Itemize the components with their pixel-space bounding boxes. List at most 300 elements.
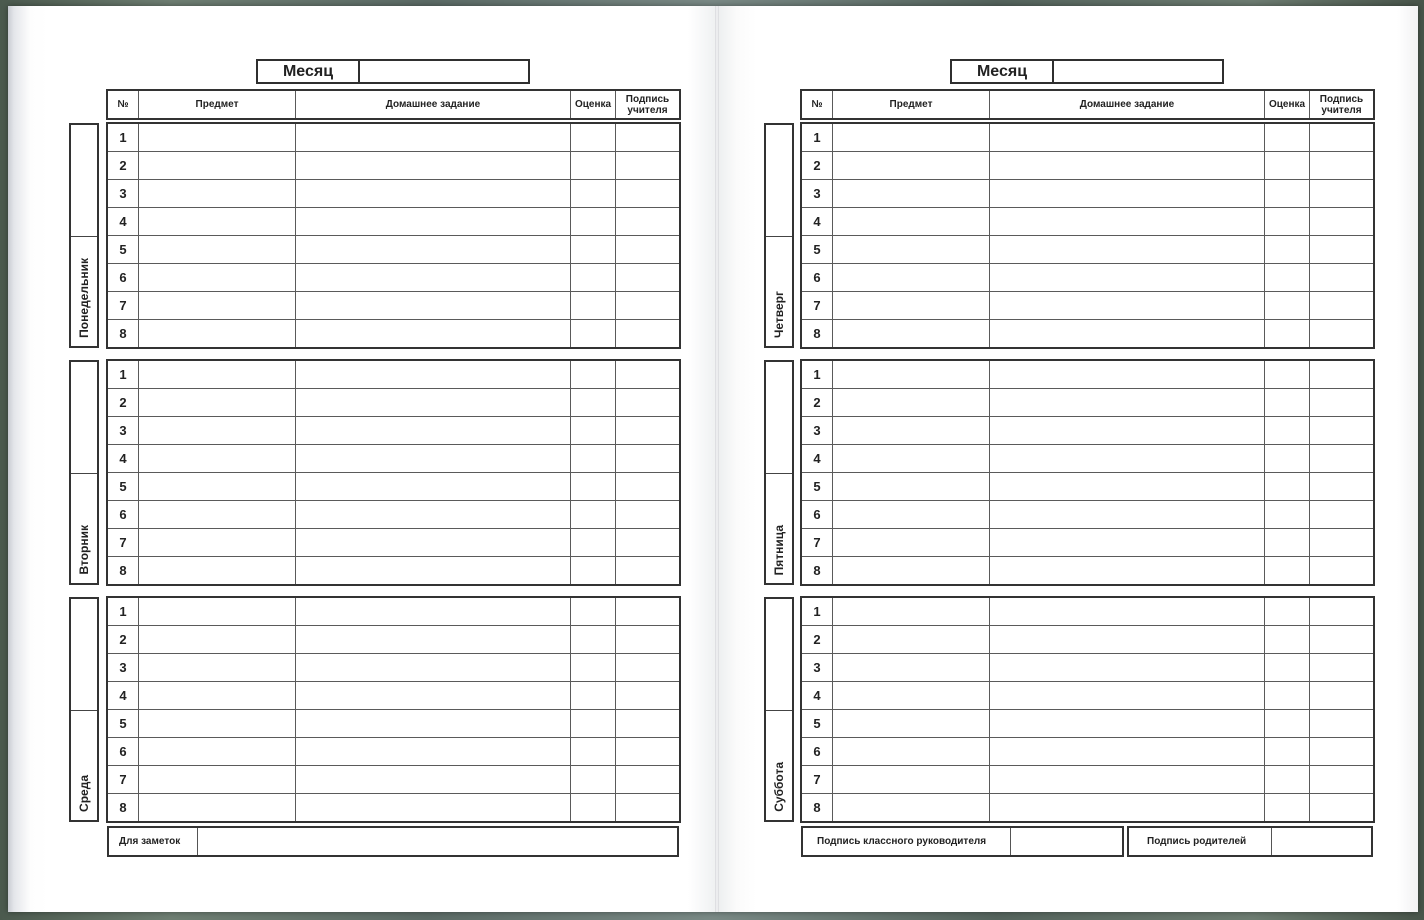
lesson-row — [802, 766, 1374, 794]
lesson-row — [802, 626, 1374, 654]
subject-cell[interactable] — [833, 473, 990, 501]
teacher-sign-cell[interactable] — [1310, 738, 1374, 766]
grade-cell[interactable] — [1265, 264, 1310, 292]
lesson-number: 1 — [802, 361, 833, 389]
lesson-number: 6 — [108, 264, 139, 292]
lesson-row — [108, 124, 680, 152]
subject-cell[interactable] — [833, 389, 990, 417]
col-homework: Домашнее задание — [296, 91, 571, 119]
homework-cell[interactable] — [990, 794, 1265, 822]
grade-cell[interactable] — [571, 710, 616, 738]
lesson-row — [802, 682, 1374, 710]
teacher-sign-cell[interactable] — [1310, 417, 1374, 445]
subject-cell[interactable] — [833, 180, 990, 208]
day-label-box — [69, 597, 99, 822]
grade-cell[interactable] — [1265, 180, 1310, 208]
grade-cell[interactable] — [571, 417, 616, 445]
lesson-number: 4 — [108, 682, 139, 710]
lesson-row — [802, 292, 1374, 320]
grade-cell[interactable] — [1265, 208, 1310, 236]
grade-cell[interactable] — [1265, 710, 1310, 738]
subject-cell[interactable] — [833, 501, 990, 529]
lesson-number: 8 — [802, 794, 833, 822]
homework-cell[interactable] — [990, 557, 1265, 585]
homework-cell[interactable] — [296, 738, 571, 766]
teacher-sign-cell[interactable] — [1310, 794, 1374, 822]
homework-cell[interactable] — [296, 208, 571, 236]
teacher-sign-cell[interactable] — [616, 236, 680, 264]
teacher-sign-cell[interactable] — [1310, 501, 1374, 529]
grade-cell[interactable] — [571, 501, 616, 529]
lesson-row — [802, 320, 1374, 348]
subject-cell[interactable] — [139, 417, 296, 445]
grade-cell[interactable] — [1265, 389, 1310, 417]
teacher-sign-cell[interactable] — [1310, 529, 1374, 557]
teacher-sign-cell[interactable] — [1310, 766, 1374, 794]
homework-cell[interactable] — [990, 152, 1265, 180]
homework-cell[interactable] — [990, 445, 1265, 473]
homework-cell[interactable] — [990, 264, 1265, 292]
homework-cell[interactable] — [990, 501, 1265, 529]
lesson-row — [108, 208, 680, 236]
homework-cell[interactable] — [990, 417, 1265, 445]
grade-cell[interactable] — [1265, 292, 1310, 320]
subject-cell[interactable] — [833, 738, 990, 766]
subject-cell[interactable] — [139, 180, 296, 208]
grade-cell[interactable] — [1265, 557, 1310, 585]
grade-cell[interactable] — [571, 598, 616, 626]
homework-cell[interactable] — [296, 180, 571, 208]
grade-cell[interactable] — [571, 361, 616, 389]
homework-cell[interactable] — [990, 682, 1265, 710]
lesson-row — [802, 501, 1374, 529]
homework-cell[interactable] — [296, 361, 571, 389]
grade-cell[interactable] — [1265, 320, 1310, 348]
grade-cell[interactable] — [1265, 417, 1310, 445]
homework-cell[interactable] — [990, 598, 1265, 626]
month-label: Месяц — [258, 61, 360, 82]
homework-cell[interactable] — [990, 124, 1265, 152]
lesson-row — [802, 180, 1374, 208]
homework-cell[interactable] — [296, 236, 571, 264]
lesson-number: 7 — [108, 529, 139, 557]
teacher-sign-cell[interactable] — [1310, 264, 1374, 292]
grade-cell[interactable] — [571, 264, 616, 292]
teacher-sign-cell[interactable] — [616, 180, 680, 208]
grade-cell[interactable] — [1265, 124, 1310, 152]
lesson-number: 1 — [108, 361, 139, 389]
column-header-left — [107, 90, 680, 119]
teacher-sign-cell[interactable] — [1310, 152, 1374, 180]
lesson-number: 4 — [108, 445, 139, 473]
lesson-row — [108, 766, 680, 794]
lesson-table — [801, 360, 1374, 585]
month-field-right — [950, 59, 1224, 84]
grade-cell[interactable] — [571, 654, 616, 682]
lesson-row — [802, 473, 1374, 501]
grade-cell[interactable] — [571, 766, 616, 794]
homework-cell[interactable] — [296, 292, 571, 320]
lesson-table — [107, 597, 680, 822]
subject-cell[interactable] — [139, 710, 296, 738]
grade-cell[interactable] — [1265, 473, 1310, 501]
homework-cell[interactable] — [296, 557, 571, 585]
grade-cell[interactable] — [1265, 794, 1310, 822]
col-subject: Предмет — [833, 91, 990, 119]
subject-cell[interactable] — [139, 236, 296, 264]
lesson-row — [802, 208, 1374, 236]
lesson-number: 8 — [108, 320, 139, 348]
subject-cell[interactable] — [139, 361, 296, 389]
subject-cell[interactable] — [139, 794, 296, 822]
lesson-row — [802, 557, 1374, 585]
grade-cell[interactable] — [571, 292, 616, 320]
teacher-sign-cell[interactable] — [616, 389, 680, 417]
grade-cell[interactable] — [1265, 236, 1310, 264]
lesson-number: 6 — [108, 738, 139, 766]
homework-cell[interactable] — [296, 152, 571, 180]
subject-cell[interactable] — [139, 738, 296, 766]
homework-cell[interactable] — [296, 473, 571, 501]
day-label-box — [69, 123, 99, 348]
day-name: Среда — [77, 775, 91, 812]
subject-cell[interactable] — [833, 794, 990, 822]
homework-cell[interactable] — [990, 766, 1265, 794]
subject-cell[interactable] — [833, 236, 990, 264]
grade-cell[interactable] — [571, 557, 616, 585]
homework-cell[interactable] — [990, 626, 1265, 654]
teacher-sign-cell[interactable] — [1310, 292, 1374, 320]
lesson-row — [802, 738, 1374, 766]
subject-cell[interactable] — [139, 529, 296, 557]
subject-cell[interactable] — [833, 598, 990, 626]
lesson-number: 6 — [802, 501, 833, 529]
homework-cell[interactable] — [296, 598, 571, 626]
subject-cell[interactable] — [833, 417, 990, 445]
lesson-row — [802, 529, 1374, 557]
homework-cell[interactable] — [990, 292, 1265, 320]
homework-cell[interactable] — [296, 417, 571, 445]
grade-cell[interactable] — [1265, 152, 1310, 180]
parents-sign-row — [1127, 826, 1373, 857]
grade-cell[interactable] — [1265, 361, 1310, 389]
teacher-sign-cell[interactable] — [616, 292, 680, 320]
grade-cell[interactable] — [571, 389, 616, 417]
day-box-divider — [766, 710, 792, 711]
lesson-number: 2 — [108, 626, 139, 654]
homework-cell[interactable] — [296, 389, 571, 417]
homework-cell[interactable] — [296, 501, 571, 529]
teacher-sign-cell[interactable] — [616, 264, 680, 292]
lesson-number: 5 — [108, 236, 139, 264]
lesson-row — [108, 236, 680, 264]
lesson-number: 7 — [108, 766, 139, 794]
subject-cell[interactable] — [833, 264, 990, 292]
lesson-number: 5 — [802, 473, 833, 501]
homework-cell[interactable] — [990, 180, 1265, 208]
teacher-sign-cell[interactable] — [616, 626, 680, 654]
subject-cell[interactable] — [139, 598, 296, 626]
homework-cell[interactable] — [990, 529, 1265, 557]
grade-cell[interactable] — [571, 152, 616, 180]
teacher-sign-cell[interactable] — [616, 529, 680, 557]
day-box-divider — [71, 473, 97, 474]
teacher-sign-cell[interactable] — [616, 654, 680, 682]
lesson-row — [108, 320, 680, 348]
month-value-field[interactable] — [360, 61, 528, 82]
lesson-row — [108, 654, 680, 682]
lesson-number: 2 — [802, 152, 833, 180]
lesson-row — [108, 389, 680, 417]
subject-cell[interactable] — [833, 445, 990, 473]
lesson-row — [108, 598, 680, 626]
lesson-row — [802, 389, 1374, 417]
teacher-sign-cell[interactable] — [1310, 626, 1374, 654]
teacher-sign-cell[interactable] — [1310, 236, 1374, 264]
lesson-number: 8 — [802, 320, 833, 348]
subject-cell[interactable] — [833, 152, 990, 180]
month-value-field[interactable] — [1054, 61, 1222, 82]
teacher-sign-cell[interactable] — [1310, 208, 1374, 236]
lesson-number: 1 — [108, 124, 139, 152]
month-label: Месяц — [952, 61, 1054, 82]
lesson-number: 6 — [108, 501, 139, 529]
lesson-row — [802, 152, 1374, 180]
grade-cell[interactable] — [571, 626, 616, 654]
teacher-sign-cell[interactable] — [616, 794, 680, 822]
col-grade: Оценка — [1265, 91, 1310, 119]
lesson-row — [108, 152, 680, 180]
subject-cell[interactable] — [139, 682, 296, 710]
homework-cell[interactable] — [990, 473, 1265, 501]
lesson-number: 2 — [802, 389, 833, 417]
teacher-sign-cell[interactable] — [1310, 598, 1374, 626]
teacher-sign-cell[interactable] — [616, 417, 680, 445]
homework-cell[interactable] — [990, 236, 1265, 264]
lesson-number: 2 — [802, 626, 833, 654]
homework-cell[interactable] — [990, 710, 1265, 738]
lesson-row — [802, 236, 1374, 264]
subject-cell[interactable] — [139, 654, 296, 682]
subject-cell[interactable] — [833, 654, 990, 682]
lesson-number: 5 — [802, 710, 833, 738]
lesson-number: 4 — [802, 445, 833, 473]
grade-cell[interactable] — [571, 682, 616, 710]
lesson-number: 4 — [108, 208, 139, 236]
teacher-sign-cell[interactable] — [1310, 682, 1374, 710]
homework-cell[interactable] — [296, 654, 571, 682]
grade-cell[interactable] — [1265, 445, 1310, 473]
class-teacher-sign-label: Подпись классного руководителя — [803, 828, 1011, 855]
teacher-sign-cell[interactable] — [616, 208, 680, 236]
lesson-row — [108, 682, 680, 710]
subject-cell[interactable] — [139, 557, 296, 585]
lesson-number: 2 — [108, 389, 139, 417]
homework-cell[interactable] — [296, 320, 571, 348]
teacher-sign-cell[interactable] — [616, 361, 680, 389]
teacher-sign-cell[interactable] — [1310, 710, 1374, 738]
teacher-sign-cell[interactable] — [616, 557, 680, 585]
teacher-sign-cell[interactable] — [616, 738, 680, 766]
grade-cell[interactable] — [1265, 766, 1310, 794]
homework-cell[interactable] — [990, 654, 1265, 682]
subject-cell[interactable] — [833, 529, 990, 557]
grade-cell[interactable] — [571, 320, 616, 348]
lesson-row — [108, 501, 680, 529]
col-teacher-sign: Подпись учителя — [616, 91, 680, 119]
homework-cell[interactable] — [990, 320, 1265, 348]
subject-cell[interactable] — [833, 626, 990, 654]
lesson-number: 7 — [108, 292, 139, 320]
class-teacher-sign-field[interactable] — [1011, 828, 1122, 855]
homework-cell[interactable] — [296, 264, 571, 292]
subject-cell[interactable] — [833, 557, 990, 585]
teacher-sign-cell[interactable] — [1310, 361, 1374, 389]
col-grade: Оценка — [571, 91, 616, 119]
subject-cell[interactable] — [833, 361, 990, 389]
homework-cell[interactable] — [990, 738, 1265, 766]
grade-cell[interactable] — [571, 180, 616, 208]
lesson-number: 2 — [108, 152, 139, 180]
subject-cell[interactable] — [139, 320, 296, 348]
subject-cell[interactable] — [833, 208, 990, 236]
lesson-number: 1 — [802, 598, 833, 626]
grade-cell[interactable] — [571, 794, 616, 822]
day-name: Четверг — [772, 290, 786, 338]
teacher-sign-cell[interactable] — [616, 682, 680, 710]
lesson-number: 1 — [802, 124, 833, 152]
subject-cell[interactable] — [139, 501, 296, 529]
subject-cell[interactable] — [139, 473, 296, 501]
grade-cell[interactable] — [1265, 682, 1310, 710]
notes-field[interactable] — [198, 828, 677, 855]
day-label-box — [764, 360, 794, 585]
lesson-number: 8 — [802, 557, 833, 585]
grade-cell[interactable] — [1265, 598, 1310, 626]
homework-cell[interactable] — [296, 626, 571, 654]
grade-cell[interactable] — [571, 445, 616, 473]
teacher-sign-cell[interactable] — [616, 152, 680, 180]
lesson-number: 3 — [108, 417, 139, 445]
teacher-sign-cell[interactable] — [1310, 389, 1374, 417]
teacher-sign-cell[interactable] — [1310, 180, 1374, 208]
subject-cell[interactable] — [139, 626, 296, 654]
subject-cell[interactable] — [833, 124, 990, 152]
lesson-row — [108, 417, 680, 445]
teacher-sign-cell[interactable] — [616, 501, 680, 529]
homework-cell[interactable] — [296, 794, 571, 822]
day-label-box — [764, 597, 794, 822]
lesson-number: 3 — [802, 180, 833, 208]
day-label-box — [69, 360, 99, 585]
grade-cell[interactable] — [1265, 626, 1310, 654]
lesson-number: 7 — [802, 529, 833, 557]
subject-cell[interactable] — [139, 264, 296, 292]
day-name: Суббота — [772, 762, 786, 812]
homework-cell[interactable] — [990, 361, 1265, 389]
grade-cell[interactable] — [1265, 501, 1310, 529]
day-box-divider — [766, 473, 792, 474]
subject-cell[interactable] — [139, 124, 296, 152]
notes-label: Для заметок — [109, 828, 198, 855]
lesson-row — [108, 264, 680, 292]
teacher-sign-cell[interactable] — [616, 473, 680, 501]
lesson-row — [108, 292, 680, 320]
day-name: Вторник — [77, 525, 91, 575]
homework-cell[interactable] — [990, 208, 1265, 236]
homework-cell[interactable] — [296, 445, 571, 473]
grade-cell[interactable] — [1265, 654, 1310, 682]
teacher-sign-cell[interactable] — [1310, 124, 1374, 152]
subject-cell[interactable] — [833, 320, 990, 348]
grade-cell[interactable] — [1265, 529, 1310, 557]
teacher-sign-cell[interactable] — [1310, 445, 1374, 473]
grade-cell[interactable] — [571, 124, 616, 152]
homework-cell[interactable] — [296, 766, 571, 794]
lesson-row — [802, 124, 1374, 152]
lesson-table — [107, 123, 680, 348]
subject-cell[interactable] — [139, 389, 296, 417]
lesson-table — [801, 597, 1374, 822]
homework-cell[interactable] — [296, 529, 571, 557]
homework-cell[interactable] — [296, 682, 571, 710]
grade-cell[interactable] — [571, 208, 616, 236]
grade-cell[interactable] — [571, 473, 616, 501]
parents-sign-label: Подпись родителей — [1129, 828, 1272, 855]
parents-sign-field[interactable] — [1272, 828, 1371, 855]
grade-cell[interactable] — [571, 738, 616, 766]
subject-cell[interactable] — [139, 766, 296, 794]
teacher-sign-cell[interactable] — [616, 598, 680, 626]
month-field-left — [256, 59, 530, 84]
teacher-sign-cell[interactable] — [1310, 473, 1374, 501]
day-box-divider — [71, 710, 97, 711]
lesson-number: 3 — [802, 417, 833, 445]
teacher-sign-cell[interactable] — [1310, 320, 1374, 348]
teacher-sign-cell[interactable] — [616, 445, 680, 473]
subject-cell[interactable] — [139, 208, 296, 236]
homework-cell[interactable] — [990, 389, 1265, 417]
col-homework: Домашнее задание — [990, 91, 1265, 119]
subject-cell[interactable] — [139, 152, 296, 180]
lesson-row — [802, 794, 1374, 822]
teacher-sign-cell[interactable] — [616, 124, 680, 152]
grade-cell[interactable] — [1265, 738, 1310, 766]
teacher-sign-cell[interactable] — [616, 710, 680, 738]
subject-cell[interactable] — [833, 710, 990, 738]
col-teacher-sign: Подпись учителя — [1310, 91, 1374, 119]
subject-cell[interactable] — [139, 445, 296, 473]
homework-cell[interactable] — [296, 124, 571, 152]
grade-cell[interactable] — [571, 529, 616, 557]
subject-cell[interactable] — [833, 682, 990, 710]
subject-cell[interactable] — [139, 292, 296, 320]
subject-cell[interactable] — [833, 292, 990, 320]
lesson-row — [108, 794, 680, 822]
homework-cell[interactable] — [296, 710, 571, 738]
lesson-row — [802, 710, 1374, 738]
teacher-sign-cell[interactable] — [1310, 654, 1374, 682]
lesson-row — [802, 445, 1374, 473]
grade-cell[interactable] — [571, 236, 616, 264]
subject-cell[interactable] — [833, 766, 990, 794]
teacher-sign-cell[interactable] — [1310, 557, 1374, 585]
teacher-sign-cell[interactable] — [616, 766, 680, 794]
lesson-number: 3 — [802, 654, 833, 682]
notes-row — [107, 826, 679, 857]
teacher-sign-cell[interactable] — [616, 320, 680, 348]
lesson-number: 8 — [108, 557, 139, 585]
